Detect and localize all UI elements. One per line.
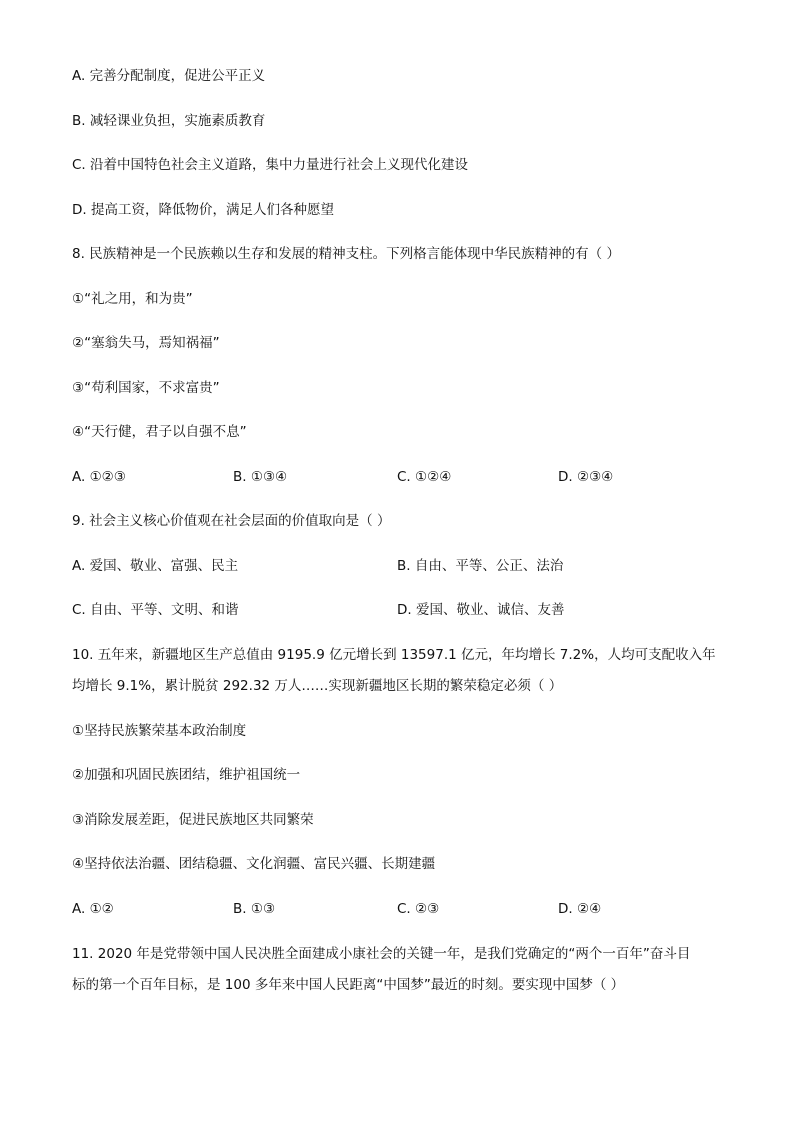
q10-option-a: A. ①② [72,901,114,917]
q9-option-d: D. 爱国、敬业、诚信、友善 [397,602,565,618]
q8-option-c: C. ①②④ [397,469,452,485]
q10-item-3: ③消除发展差距，促进民族地区共同繁荣 [72,812,314,828]
q10-option-b: B. ①③ [233,901,276,917]
q7-option-d: D. 提高工资，降低物价，满足人们各种愿望 [72,202,334,218]
q8-stem: 8. 民族精神是一个民族赖以生存和发展的精神支柱。下列格言能体现中华民族精神的有（ ） [72,246,620,262]
q7-option-a: A. 完善分配制度，促进公平正义 [72,68,266,84]
q10-item-1: ①坚持民族繁荣基本政治制度 [72,723,247,739]
q8-item-3: ③“苟利国家，不求富贵” [72,380,220,396]
q9-option-b: B. 自由、平等、公正、法治 [397,558,564,574]
q10-item-2: ②加强和巩固民族团结，维护祖国统一 [72,767,301,783]
q8-item-2: ②“塞翁失马，焉知祸福” [72,335,220,351]
q10-option-c: C. ②③ [397,901,440,917]
q10-item-4: ④坚持依法治疆、团结稳疆、文化润疆、富民兴疆、长期建疆 [72,856,436,872]
q10-stem-line-2: 均增长 9.1%，累计脱贫 292.32 万人……实现新疆地区长期的繁荣稳定必须（ ） [72,678,563,694]
q10-option-d: D. ②④ [558,901,602,917]
q7-option-c: C. 沿着中国特色社会主义道路，集中力量进行社会上义现代化建设 [72,157,469,173]
q9-option-c: C. 自由、平等、文明、和谐 [72,602,239,618]
q9-stem: 9. 社会主义核心价值观在社会层面的价值取向是（ ） [72,513,391,529]
q11-stem-line-1: 11. 2020 年是党带领中国人民决胜全面建成小康社会的关键一年，是我们党确定的“两个一百年”奋斗目 [72,946,691,962]
q8-item-1: ①“礼之用，和为贵” [72,291,193,307]
q11-stem-line-2: 标的第一个百年目标，是 100 多年来中国人民距离“中国梦”最近的时刻。要实现中国梦（ ） [72,977,625,993]
q9-option-a: A. 爱国、敬业、富强、民主 [72,558,239,574]
q8-option-a: A. ①②③ [72,469,126,485]
q7-option-b: B. 减轻课业负担，实施素质教育 [72,113,266,129]
q8-item-4: ④“天行健，君子以自强不息” [72,424,247,440]
q8-option-d: D. ②③④ [558,469,614,485]
q8-option-b: B. ①③④ [233,469,288,485]
q10-stem-line-1: 10. 五年来，新疆地区生产总值由 9195.9 亿元增长到 13597.1 亿元，年均增长 7.2%，人均可支配收入年 [72,647,716,663]
